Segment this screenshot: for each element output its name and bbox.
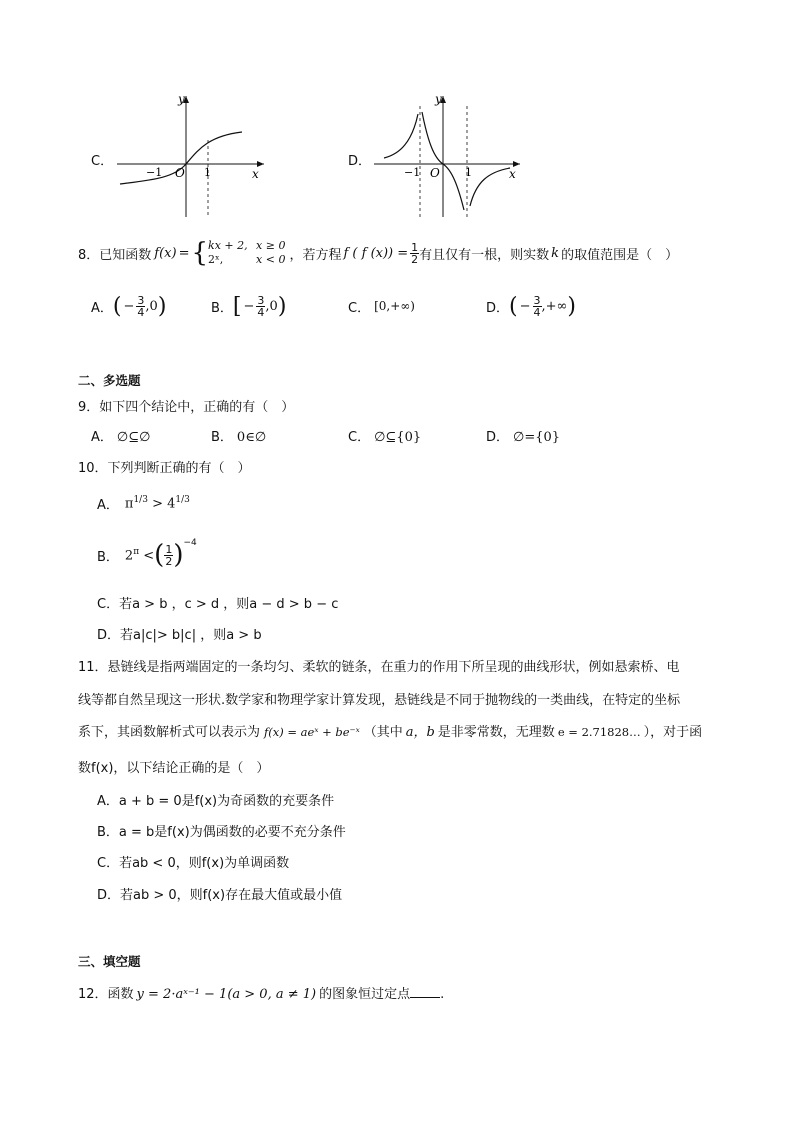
tick-neg1: −1 xyxy=(146,166,163,179)
q8-stem-c: 有且仅有一根，则实数 xyxy=(419,247,550,263)
brace-icon: { xyxy=(191,238,209,268)
q11-option-a[interactable]: A．a + b = 0是f(x)为奇函数的充要条件 xyxy=(97,794,335,809)
y-label: y xyxy=(435,92,442,106)
question-11-line4: 数f(x)，以下结论正确的是（ ） xyxy=(78,761,270,776)
graph-c xyxy=(112,92,272,222)
x-label: x xyxy=(252,167,259,181)
q11-option-d[interactable]: D．若ab > 0，则f(x)存在最大值或最小值 xyxy=(97,888,343,903)
q9-option-b[interactable]: B． 0∈∅ xyxy=(211,430,267,445)
q10-option-c[interactable]: C．若a > b ，c > d ，则a − d > b − c xyxy=(97,597,339,612)
q8-option-d[interactable]: D． ( − $\frac{3}{4}$ ,+∞ ) xyxy=(486,293,576,319)
q8-option-a[interactable]: A． ( − $\frac{3}{4}$ ,0 ) xyxy=(91,293,167,319)
q10-option-a[interactable]: A． $\pi^{1/3} > 4^{1/3}$ xyxy=(97,494,190,513)
q8-stem-d: 的取值范围是（ ） xyxy=(561,247,679,263)
q9-option-d[interactable]: D． ∅={0} xyxy=(486,430,561,445)
question-11-line2: 线等都自然呈现这一形状.数学家和物理学家计算发现，悬链线是不同于抛物线的一类曲线，在特定的坐标 xyxy=(78,693,681,708)
question-8-stem: 8． 已知函数 f(x) = { kx + 2, x ≥ 0 2ˣ, x < 0 ，若方程 f ( f (x)) = $\frac{1}{2}$ 有且仅有一根，则实数 k 的取值范围是（ ） xyxy=(78,238,679,268)
q8-piecewise: kx + 2, x ≥ 0 2ˣ, x < 0 xyxy=(208,239,286,266)
curve-d-right xyxy=(470,168,510,206)
tick-1: 1 xyxy=(204,166,211,179)
origin-label: O xyxy=(430,166,440,180)
option-c-label: C． xyxy=(91,154,114,169)
q10-option-b[interactable]: B． $2^\pi$ < ( $\frac{1}{2}$ ) $^{-4}$ xyxy=(97,538,197,570)
q8-stem-a: 已知函数 xyxy=(99,247,152,263)
q8-stem-b: ，若方程 xyxy=(289,247,342,263)
section-fill-blank-heading: 三、填空题 xyxy=(78,954,141,969)
tick-1: 1 xyxy=(465,166,472,179)
question-9-stem: 9．如下四个结论中，正确的有（ ） xyxy=(78,400,295,415)
q8-k: k xyxy=(551,245,560,261)
q8-half: $\frac{1}{2}$ xyxy=(411,240,419,266)
q11-option-c[interactable]: C．若ab < 0，则f(x)为单调函数 xyxy=(97,856,290,871)
q11-option-b[interactable]: B．a = b是f(x)为偶函数的必要不充分条件 xyxy=(97,825,346,840)
question-11-line3: 系下，其函数解析式可以表示为 f(x) = aeˣ + be⁻ˣ （其中 a，b 是非零常数，无理数 e = 2.71828… ），对于函 xyxy=(78,725,703,740)
origin-label: O xyxy=(175,166,185,180)
q10-option-d[interactable]: D．若a|c|> b|c| ，则a > b xyxy=(97,628,262,643)
x-label: x xyxy=(509,167,516,181)
q8-number: 8． xyxy=(78,247,100,263)
question-12: 12．函数 y = 2·aˣ⁻¹ − 1(a > 0, a ≠ 1) 的图象恒过定点 . xyxy=(78,987,445,1002)
q9-option-a[interactable]: A． ∅⊆∅ xyxy=(91,430,151,445)
curve-d-left xyxy=(384,114,418,158)
question-10-stem: 10．下列判断正确的有（ ） xyxy=(78,461,251,476)
tick-neg1: −1 xyxy=(404,166,421,179)
q9-option-c[interactable]: C． ∅⊆{0} xyxy=(348,430,422,445)
y-label: y xyxy=(178,92,185,106)
question-11-line1: 11．悬链线是指两端固定的一条均匀、柔软的链条，在重力的作用下所呈现的曲线形状，例如悬索桥、电 xyxy=(78,660,680,675)
q8-option-b[interactable]: B． [ − $\frac{3}{4}$ ,0 ) xyxy=(211,293,287,319)
section-multi-choice-heading: 二、多选题 xyxy=(78,373,141,388)
option-d-label: D． xyxy=(348,154,372,169)
graph-d xyxy=(370,92,530,222)
q8-option-c[interactable]: C． [0,+∞) xyxy=(348,299,415,316)
q8-fx: f(x) xyxy=(154,245,177,261)
q8-equation: f ( f (x)) = xyxy=(343,245,409,261)
answer-blank[interactable] xyxy=(410,985,440,998)
